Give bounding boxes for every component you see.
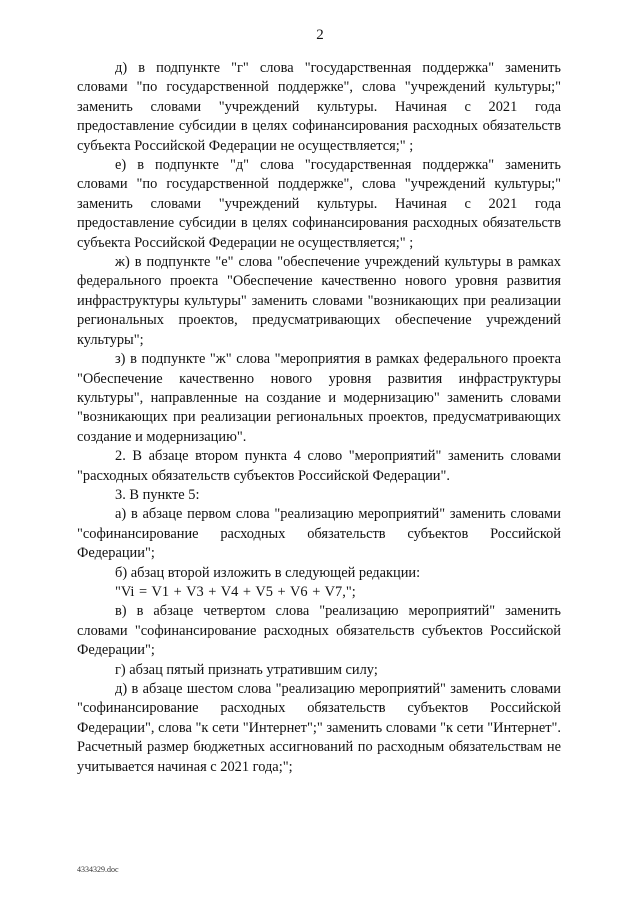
document-body [77, 59, 561, 777]
paragraph-d-subitem-g: д) в подпункте "г" слова "государственная поддержка" заменить словами "по государственной поддержке", слова "учреждений культуры;" заменить словами "учреждений культуры. Начиная с 2021 года предоставление субсидии в целях софинансирования расходных обязательств субъекта Российской Федерации не осуществляется;" ; [77, 60, 561, 154]
paragraph-3d: д) в абзаце шестом слова "реализацию мероприятий" заменить словами "софинансирование расходных обязательств субъектов Российской Федерации", слова "к сети "Интернет";" заменить словами "к сети "Интернет". Расчетный размер бюджетных ассигнований по расходным обязательствам не учитывается начиная с 2021 года;"; [77, 681, 561, 775]
formula-line: "Vi = V1 + V3 + V4 + V5 + V6 + V7,"; [115, 583, 356, 600]
paragraph-3g: г) абзац пятый признать утратившим силу; [115, 661, 378, 678]
paragraph-3a: а) в абзаце первом слова "реализацию мероприятий" заменить словами "софинансирование расходных обязательств субъектов Российской Федерации"; [77, 506, 561, 562]
page-number: 2 [316, 27, 324, 43]
paragraph-z-subitem-zh: з) в подпункте "ж" слова "мероприятия в рамках федерального проекта "Обеспечение качественно нового уровня развития инфраструктуры культуры", направленные на создание и модернизацию" заменить словами "возникающих при реализации региональных проектов, предусматривающих создание и модернизацию". [77, 351, 561, 445]
paragraph-zh-subitem-e: ж) в подпункте "е" слова "обеспечение учреждений культуры в рамках федерального проекта "Обеспечение качественно нового уровня развития инфраструктуры культуры" заменить словами "возникающих при реализации региональных проектов, предусматривающих обеспечение учреждений культуры"; [77, 254, 561, 348]
paragraph-item-3: 3. В пункте 5: [115, 486, 200, 503]
document-file-code: 4334329.doc [77, 865, 119, 874]
paragraph-3v: в) в абзаце четвертом слова "реализацию мероприятий" заменить словами "софинансирование расходных обязательств субъектов Российской Федерации"; [77, 603, 561, 659]
paragraph-e-subitem-d: е) в подпункте "д" слова "государственная поддержка" заменить словами "по государственной поддержке", слова "учреждений культуры;" заменить словами "учреждений культуры. Начиная с 2021 года предоставление субсидии в целях софинансирования расходных обязательств субъекта Российской Федерации не осуществляется;" ; [77, 157, 561, 251]
paragraph-item-2: 2. В абзаце втором пункта 4 слово "мероприятий" заменить словами "расходных обязательств субъектов Российской Федерации". [77, 448, 561, 484]
paragraph-3b: б) абзац второй изложить в следующей редакции: [115, 564, 421, 581]
